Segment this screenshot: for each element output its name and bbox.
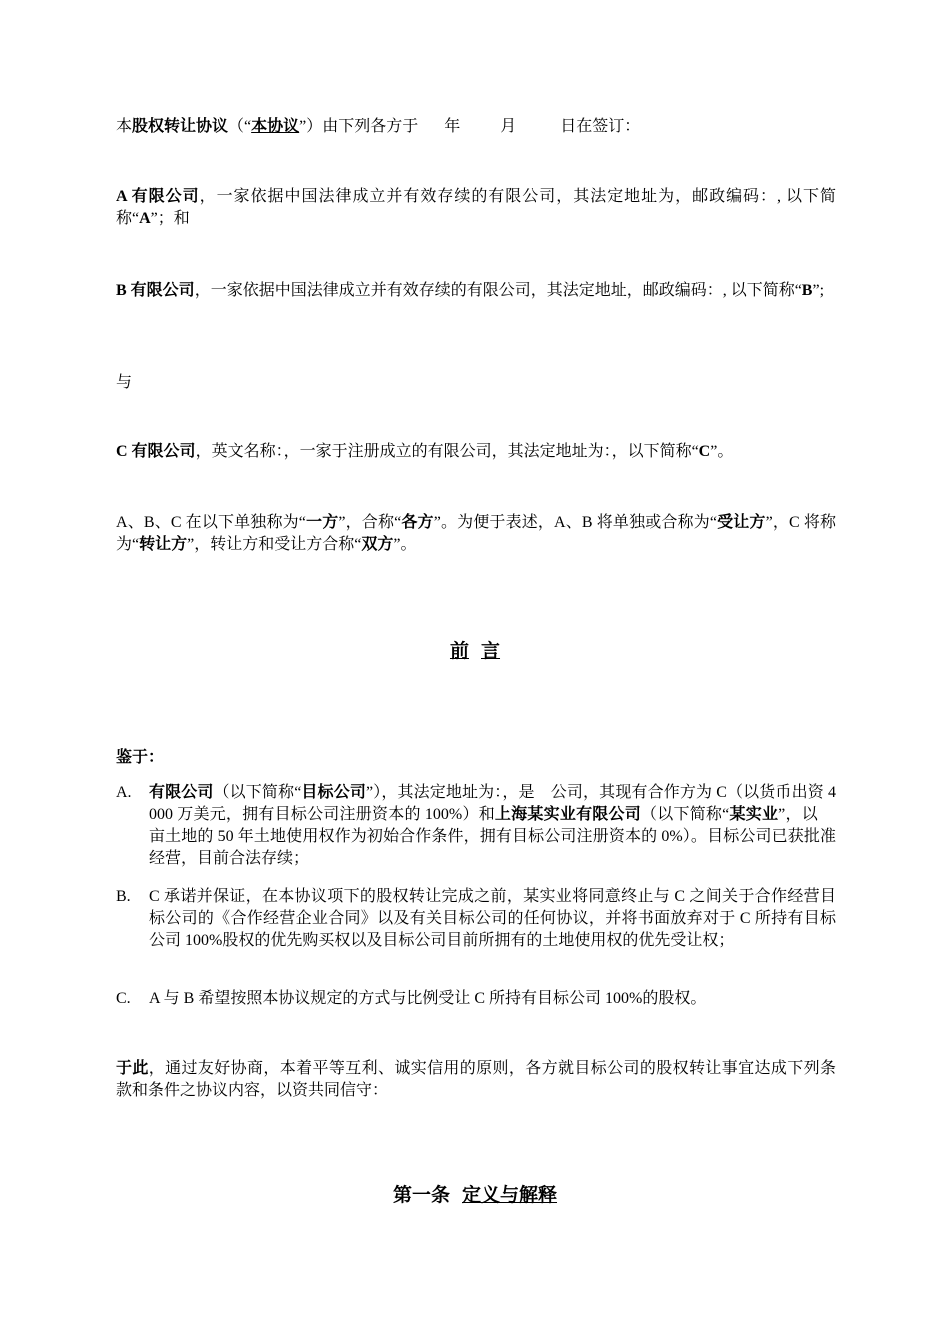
- hereby-label: 于此: [116, 1060, 149, 1077]
- terms-text-4: ”，C 将称为“: [116, 514, 836, 553]
- item-a-company: 有限公司: [149, 784, 214, 801]
- agreement-name: 股权转让协议: [132, 118, 229, 135]
- preface-heading-left: 前: [449, 641, 469, 662]
- terms-text-2: ”，合称“: [338, 514, 402, 531]
- item-a-marker: A.: [116, 784, 132, 801]
- term-one-party: 一方: [305, 514, 339, 531]
- item-b-text: C 承诺并保证，在本协议项下的股权转让完成之前，某实业将同意终止与 C 之间关于合作经营目标公司的《合作经营企业合同》以及有关目标公司的任何协议，并将书面放弃对于 C 所持有目标公司 100%股权的优先购买权以及目标公司目前所拥有的土地使用权的优先受让权；: [149, 888, 836, 949]
- terms-text-3: ”。为便于表述，A、B 将单独或合称为“: [433, 514, 717, 531]
- item-b-marker: B.: [116, 888, 131, 905]
- item-c-marker: C.: [116, 990, 131, 1007]
- intro-paragraph: [116, 116, 836, 138]
- party-a-desc: ，一家依据中国法律成立并有效存续的有限公司，其法定地址为，邮政编码：, 以下简称“: [116, 188, 836, 227]
- whereas-item-c: [116, 988, 836, 1010]
- preface-heading-right: 言: [481, 641, 501, 662]
- intro-open-quote: （“: [228, 118, 252, 135]
- intro-day-suffix: 日在签订：: [560, 118, 641, 135]
- whereas-label-text: 鉴于：: [116, 749, 165, 766]
- item-a-target: 目标公司: [301, 784, 366, 801]
- intro-prefix: 本: [116, 118, 133, 135]
- preface-heading: [0, 640, 950, 664]
- whereas-item-a: [116, 782, 836, 870]
- intro-close-quote: ”）由下列各方于: [299, 118, 419, 135]
- intro-month: 月: [500, 118, 517, 135]
- party-a-tail: ”；和: [150, 210, 190, 227]
- item-a-mou: 某实业: [729, 806, 779, 823]
- party-b-paragraph: [116, 280, 836, 302]
- term-transferor: 转让方: [139, 536, 188, 553]
- term-both-parties: 双方: [361, 536, 394, 553]
- party-b-abbr: B: [801, 282, 813, 299]
- whereas-label: [116, 747, 836, 769]
- item-a-shanghai: 上海某实业有限公司: [494, 806, 641, 823]
- party-c-tail: ”。: [710, 443, 734, 460]
- party-a-name: A 有限公司: [116, 188, 200, 205]
- party-a-abbr: A: [139, 210, 151, 227]
- agreement-short-name: 本协议: [251, 118, 300, 135]
- terms-paragraph: [116, 512, 836, 556]
- term-all-parties: 各方: [401, 514, 434, 531]
- article-1-number: 第一条: [392, 1185, 450, 1206]
- conjunction: 与: [116, 374, 133, 391]
- party-c-name: C 有限公司: [116, 443, 196, 460]
- item-a-text-5: ”，以: [778, 806, 818, 823]
- terms-text-6: ”。: [393, 536, 417, 553]
- party-b-desc: ，一家依据中国法律成立并有效存续的有限公司，其法定地址，邮政编码：, 以下简称“: [194, 282, 802, 299]
- item-a-text-4: （以下简称“: [641, 806, 730, 823]
- item-a-text-1: （以下简称“: [213, 784, 302, 801]
- party-c-abbr: C: [698, 443, 711, 460]
- terms-text-1: A、B、C 在以下单独称为“: [116, 514, 306, 531]
- article-1-heading: [0, 1184, 950, 1208]
- intro-year: 年: [444, 118, 461, 135]
- hereby-paragraph: [116, 1058, 836, 1102]
- party-c-paragraph: [116, 441, 836, 463]
- article-1-title: 定义与解释: [462, 1185, 558, 1206]
- item-a-text-2: ”），其法定地址为：，是: [365, 784, 535, 801]
- item-a-text-3: 公司，其现有合作方为 C（以货币出资 4000 万美元，拥有目标公司注册资本的 100%）和: [149, 784, 836, 823]
- term-transferee: 受让方: [716, 514, 766, 531]
- terms-text-5: ”，转让方和受让方合称“: [187, 536, 362, 553]
- item-a-text-6: 亩土地的 50 年土地使用权作为初始合作条件，拥有目标公司注册资本的 0%）。目标公司已获批准经营，目前合法存续；: [149, 828, 836, 867]
- party-a-paragraph: [116, 186, 836, 230]
- party-c-desc: ，英文名称：，一家于注册成立的有限公司，其法定地址为：，以下简称“: [195, 443, 699, 460]
- item-c-text: A 与 B 希望按照本协议规定的方式与比例受让 C 所持有目标公司 100%的股权。: [149, 990, 707, 1007]
- party-b-name: B 有限公司: [116, 282, 195, 299]
- party-b-tail: ”;: [812, 282, 825, 299]
- whereas-item-b: [116, 886, 836, 952]
- hereby-text: ，通过友好协商，本着平等互利、诚实信用的原则，各方就目标公司的股权转让事宜达成下列条款和条件之协议内容，以资共同信守：: [116, 1060, 836, 1099]
